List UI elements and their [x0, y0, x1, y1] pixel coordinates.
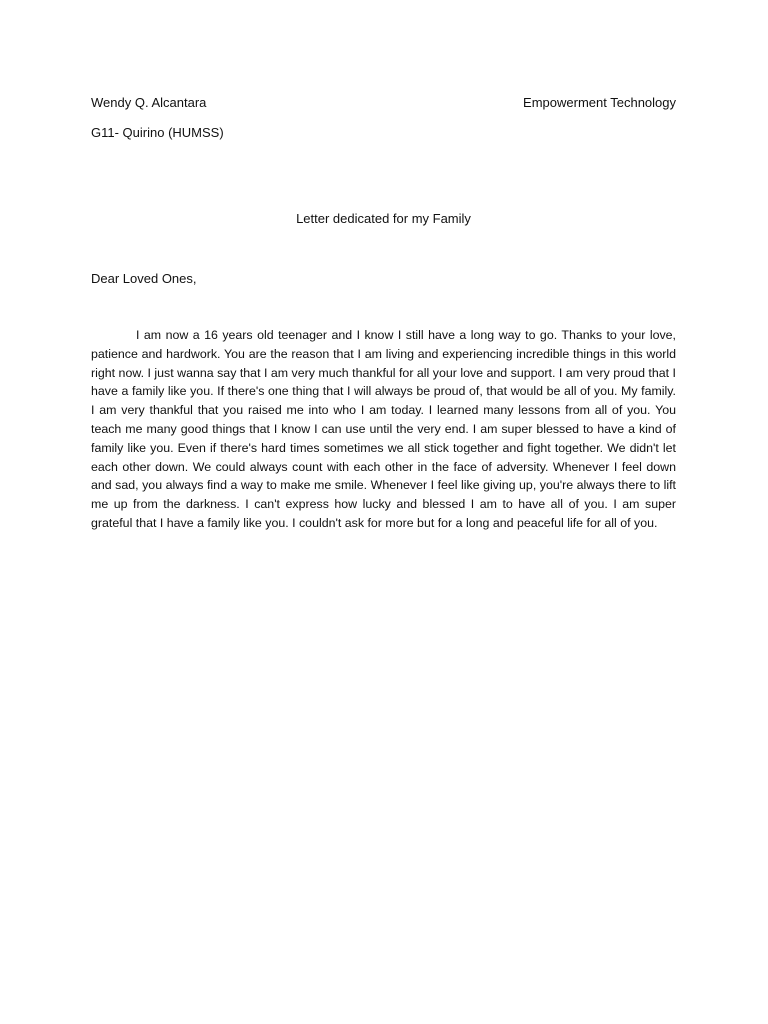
- letter-body: I am now a 16 years old teenager and I know I still have a long way to go. Thanks to your love, patience and hardwork. You are the reason that I am living and experiencing incredible things in this world right now. I just wanna say that I am very much thankful for all your love and support. I am very proud that I have a family like you. If there's one thing that I will always be proud of, that would be all of you. My family. I am very thankful that you raised me into who I am today. I learned many lessons from all of you. You teach me many good things that I know I can use until the very end. I am super blessed to have a kind of family like you. Even if there's hard times sometimes we all stick together and fight together. We didn't let each other down. We could always count with each other in the face of adversity. Whenever I feel down and sad, you always find a way to make me smile. Whenever I feel like giving up, you're always there to lift me up from the darkness. I can't express how lucky and blessed I am to have all of you. I am super grateful that I have a family like you. I couldn't ask for more but for a long and peaceful life for all of you.: [91, 328, 676, 530]
- class-section: G11- Quirino (HUMSS): [91, 125, 224, 140]
- author-name: Wendy Q. Alcantara: [91, 95, 207, 110]
- letter-salutation: Dear Loved Ones,: [91, 271, 197, 286]
- letter-title: Letter dedicated for my Family: [296, 211, 471, 226]
- header-row: [91, 94, 676, 112]
- subject-name: Empowerment Technology: [523, 95, 676, 110]
